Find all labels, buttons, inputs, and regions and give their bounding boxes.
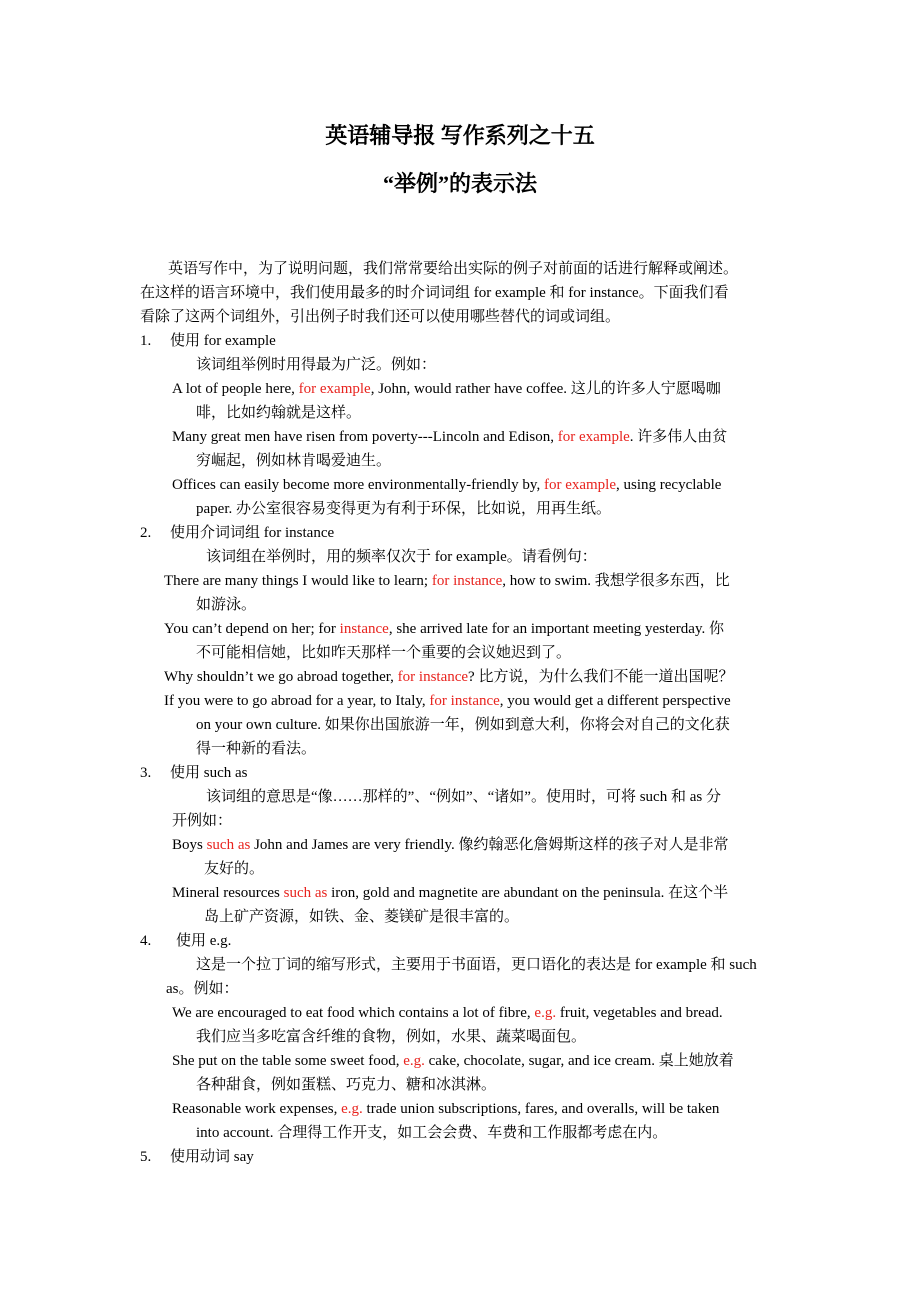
example-sentence: Boys such as John and James are very friendly. 像约翰恶化詹姆斯这样的孩子对人是非常 <box>172 837 729 853</box>
example-sentence: Mineral resources such as iron, gold and magnetite are abundant on the peninsula. 在这个半 <box>172 885 729 901</box>
example-continuation: 各种甜食，例如蛋糕、巧克力、糖和冰淇淋。 <box>196 1077 497 1093</box>
highlighted-phrase: for example <box>557 429 630 445</box>
section-number: 2. <box>140 525 152 541</box>
section-heading <box>140 521 334 545</box>
section-heading <box>140 329 276 353</box>
example-continuation: on your own culture. 如果你出国旅游一年，例如到意大利，你将会对自己的文化获 <box>196 717 730 733</box>
intro-line: 英语写作中，为了说明问题，我们常常要给出实际的例子对前面的话进行解释或阐述。 <box>168 261 739 277</box>
section-number: 3. <box>140 765 152 781</box>
highlighted-phrase: for instance <box>397 669 469 685</box>
section-description: as。例如： <box>166 981 239 997</box>
example-sentence: She put on the table some sweet food, e.g. cake, chocolate, sugar, and ice cream. 桌上她放着 <box>172 1053 734 1069</box>
section-heading-text: 使用 for example <box>170 333 276 349</box>
section-description: 该词组在举例时，用的频率仅次于 for example。请看例句： <box>206 549 597 565</box>
section-description: 这是一个拉丁词的缩写形式，主要用于书面语，更口语化的表达是 for example 和 such <box>196 957 757 973</box>
example-continuation: 我们应当多吃富含纤维的食物，例如，水果、蔬菜喝面包。 <box>196 1029 587 1045</box>
example-sentence: A lot of people here, for example, John, would rather have coffee. 这儿的许多人宁愿喝咖 <box>172 381 721 397</box>
page-subtitle: “举例”的表示法 <box>382 171 537 196</box>
section-heading <box>140 1145 254 1169</box>
highlighted-phrase: for instance <box>431 573 503 589</box>
highlighted-phrase: such as <box>283 885 328 901</box>
example-continuation: into account. 合理得工作开支，如工会会费、车费和工作服都考虑在内。 <box>196 1125 668 1141</box>
example-sentence: If you were to go abroad for a year, to Italy, for instance, you would get a different perspective <box>164 693 731 709</box>
section-number: 4. <box>140 933 152 949</box>
section-description: 开例如： <box>172 813 233 829</box>
example-sentence: Reasonable work expenses, e.g. trade union subscriptions, fares, and overalls, will be taken <box>172 1101 720 1117</box>
highlighted-phrase: for instance <box>429 693 500 709</box>
section-number: 1. <box>140 333 152 349</box>
example-sentence: Why shouldn’t we go abroad together, for instance? 比方说，为什么我们不能一道出国呢？ <box>164 669 734 685</box>
example-continuation: 不可能相信她，比如昨天那样一个重要的会议她迟到了。 <box>196 645 572 661</box>
highlighted-phrase: e.g. <box>341 1101 363 1117</box>
example-continuation: 岛上矿产资源，如铁、金、菱镁矿是很丰富的。 <box>204 909 520 925</box>
section-heading-text: 使用动词 say <box>170 1149 254 1165</box>
highlighted-phrase: for example <box>543 477 617 493</box>
highlighted-phrase: instance <box>339 621 389 637</box>
example-continuation: 啡，比如约翰就是这样。 <box>196 405 362 421</box>
section-heading-text: 使用 e.g. <box>176 933 232 949</box>
section-description: 该词组举例时用得最为广泛。例如： <box>196 357 437 373</box>
example-sentence: Many great men have risen from poverty---Lincoln and Edison, for example. 许多伟人由贫 <box>172 429 728 445</box>
example-continuation: 友好的。 <box>204 861 265 877</box>
example-continuation: 穷崛起，例如林肯喝爱迪生。 <box>196 453 392 469</box>
highlighted-phrase: e.g. <box>534 1005 557 1021</box>
example-continuation: 得一种新的看法。 <box>196 741 317 757</box>
section-heading-text: 使用介词词组 for instance <box>170 525 335 541</box>
example-sentence: Offices can easily become more environmentally-friendly by, for example, using recyclable <box>172 477 722 493</box>
intro-line: 看除了这两个词组外，引出例子时我们还可以使用哪些替代的词或词组。 <box>140 309 621 325</box>
section-heading <box>140 929 231 953</box>
section-description: 该词组的意思是“像……那样的”、“例如”、“诸如”。使用时，可将 such 和 as 分 <box>206 789 721 805</box>
example-continuation: 如游泳。 <box>196 597 257 613</box>
section-heading <box>140 761 248 785</box>
highlighted-phrase: for example <box>298 381 371 397</box>
highlighted-phrase: such as <box>206 837 251 853</box>
section-number: 5. <box>140 1149 152 1165</box>
example-sentence: We are encouraged to eat food which contains a lot of fibre, e.g. fruit, vegetables and bread. <box>172 1005 723 1021</box>
intro-line: 在这样的语言环境中，我们使用最多的时介词词组 for example 和 for instance。下面我们看 <box>140 285 729 301</box>
section-heading-text: 使用 such as <box>170 765 248 781</box>
example-sentence: You can’t depend on her; for instance, she arrived late for an important meeting yesterday. 你 <box>164 621 724 637</box>
highlighted-phrase: e.g. <box>403 1053 425 1069</box>
example-continuation: paper. 办公室很容易变得更为有利于环保，比如说，用再生纸。 <box>196 501 611 517</box>
example-sentence: There are many things I would like to learn; for instance, how to swim. 我想学很多东西，比 <box>164 573 730 589</box>
page-title: 英语辅导报 写作系列之十五 <box>325 123 595 148</box>
